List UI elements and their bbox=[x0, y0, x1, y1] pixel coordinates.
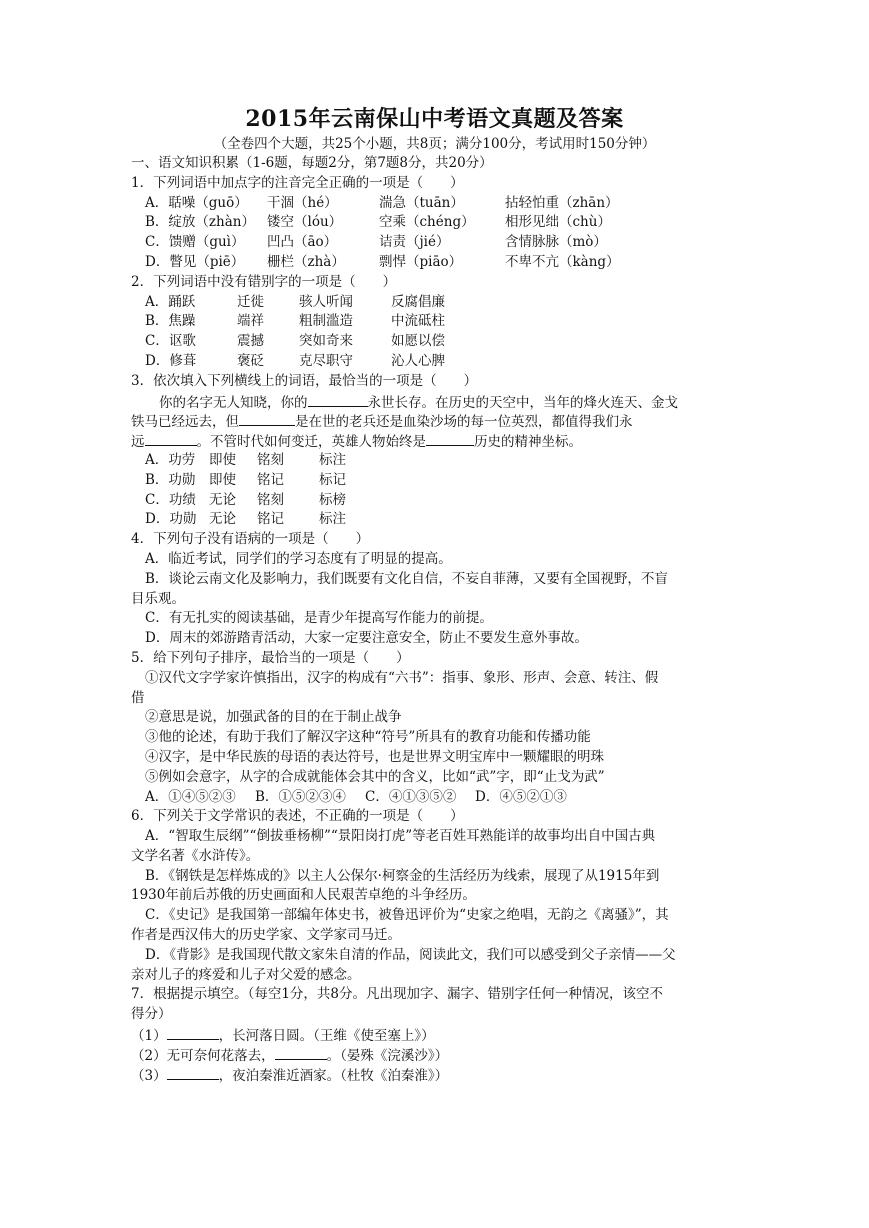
option-item: 空乘（chéng） bbox=[379, 214, 475, 231]
question-4-option-d: D．周末的郊游踏青活动，大家一定要注意安全，防止不要发生意外事故。 bbox=[145, 630, 588, 647]
question-6-option-d: D．《背影》是我国现代散文家朱自清的作品，阅读此文，我们可以感受到父子亲情——父 bbox=[145, 946, 676, 963]
option-item: A．功劳 bbox=[145, 451, 196, 468]
option-item: 含情脉脉（mò） bbox=[505, 234, 607, 251]
question-4-option-c: C．有无扎实的阅读基础，是青少年提高写作能力的前提。 bbox=[145, 610, 493, 627]
option-item: C．讴歌 bbox=[145, 333, 196, 350]
option-item: 沁人心脾 bbox=[391, 352, 445, 369]
question-3-option-c bbox=[131, 491, 741, 511]
question-7-item-2 bbox=[131, 1045, 741, 1065]
question-3-passage-line bbox=[131, 392, 741, 412]
option-item: 标榜 bbox=[319, 491, 346, 508]
question-6-option-b: B．《钢铁是怎样炼成的》以主人公保尔·柯察金的生活经历为线索，展现了从1915年到 bbox=[145, 867, 660, 884]
question-1-option-a bbox=[131, 194, 741, 214]
passage-text: 永世长存。在历史的天空中，当年的烽火连天、金戈 bbox=[367, 394, 678, 411]
option-item: 褒砭 bbox=[237, 352, 264, 369]
passage-text: 是在世的老兵还是血染沙场的每一位英烈，都值得我们永 bbox=[295, 414, 633, 431]
fill-blank-line bbox=[308, 392, 368, 407]
option-item: 迁徙 bbox=[237, 293, 264, 310]
question-1-option-b bbox=[131, 213, 741, 233]
fill-blank-line bbox=[167, 1065, 219, 1080]
question-7-item-1 bbox=[131, 1025, 741, 1045]
option-item: 标注 bbox=[319, 511, 346, 528]
question-3-passage-line bbox=[131, 411, 741, 431]
question-2-option-d bbox=[131, 352, 741, 372]
item-text: （3） bbox=[131, 1067, 167, 1084]
question-5-sentence-4: ④汉字，是中华民族的母语的表达符号，也是世界文明宝库中一颗耀眼的明珠 bbox=[145, 748, 604, 765]
question-3-option-d bbox=[131, 510, 741, 530]
section-heading: 一、语文知识积累（1-6题，每题2分，第7题8分，共20分） bbox=[131, 155, 493, 171]
question-5-sentence-1-cont: 借 bbox=[131, 689, 145, 706]
option-item: B．功勋 bbox=[145, 471, 196, 488]
option-item: 拈轻怕重（zhān） bbox=[505, 194, 619, 211]
item-text: （2）无可奈何花落去， bbox=[131, 1047, 275, 1064]
option-item: C．馈赠（guì） bbox=[145, 234, 245, 251]
option-item: B．绽放（zhàn） bbox=[145, 214, 255, 231]
passage-text: 。不管时代如何变迁，英雄人物始终是 bbox=[196, 434, 426, 451]
question-2-stem: 2．下列词语中没有错别字的一项是（ ） bbox=[131, 273, 397, 290]
question-1-option-d bbox=[131, 253, 741, 273]
question-4-option-b-cont: 目乐观。 bbox=[131, 590, 185, 607]
option-item: A．踊跃 bbox=[145, 293, 196, 310]
option-item: 铭记 bbox=[257, 511, 284, 528]
option-item: 无论 bbox=[209, 511, 236, 528]
option-item: 凹凸（āo） bbox=[267, 234, 338, 251]
question-6-option-a: A．“智取生辰纲”“倒拔垂杨柳”“景阳岗打虎”等老百姓耳熟能详的故事均出自中国古典 bbox=[145, 828, 656, 845]
option-item: 骇人听闻 bbox=[299, 293, 353, 310]
option-item: 干涸（hé） bbox=[267, 194, 338, 211]
passage-text: 远 bbox=[131, 434, 145, 451]
question-4-option-b: B．谈论云南文化及影响力，我们既要有文化自信，不妄自菲薄，又要有全国视野，不盲 bbox=[145, 570, 668, 587]
option-item: 即使 bbox=[209, 451, 236, 468]
question-7-stem: 7．根据提示填空。（每空1分，共8分。凡出现加字、漏字、错别字任何一种情况，该空不 bbox=[131, 986, 664, 1003]
option-item: 端祥 bbox=[237, 313, 264, 330]
option-item: 镂空（lóu） bbox=[267, 214, 343, 231]
option-item: D．瞥见（piē） bbox=[145, 253, 245, 270]
option-item: D．功勋 bbox=[145, 511, 197, 528]
fill-blank-line bbox=[239, 411, 295, 426]
option-item: 诘责（jié） bbox=[379, 234, 450, 251]
option-item: 栅栏（zhà） bbox=[267, 253, 345, 270]
question-7-item-3 bbox=[131, 1065, 741, 1085]
option-item: 不卑不亢（kàng） bbox=[505, 253, 620, 270]
question-6-stem: 6．下列关于文学常识的表述，不正确的一项是（ ） bbox=[131, 808, 464, 825]
option-item: 标记 bbox=[319, 471, 346, 488]
option-item: C．功绩 bbox=[145, 491, 196, 508]
question-5-stem: 5．给下列句子排序，最恰当的一项是（ ） bbox=[131, 649, 410, 666]
item-text: （1） bbox=[131, 1028, 167, 1045]
item-text: 。（晏殊《浣溪沙》） bbox=[326, 1047, 449, 1064]
question-3-option-b bbox=[131, 471, 741, 491]
fill-blank-line bbox=[426, 431, 474, 446]
question-6-option-c: C．《史记》是我国第一部编年体史书，被鲁迅评价为“史家之绝唱，无韵之《离骚》”，其 bbox=[145, 907, 669, 924]
question-3-stem: 3．依次填入下列横线上的词语，最恰当的一项是（ ） bbox=[131, 372, 478, 389]
question-5-sentence-3: ③他的论述，有助于我们了解汉字这种“符号”所具有的教育功能和传播功能 bbox=[145, 729, 591, 746]
question-2-option-c bbox=[131, 332, 741, 352]
question-1-option-c bbox=[131, 233, 741, 253]
question-3-passage-line bbox=[131, 431, 741, 451]
question-6-option-b-cont: 1930年前后苏俄的历史画面和人民艰苦卓绝的斗争经历。 bbox=[131, 887, 476, 904]
passage-text: 铁马已经远去，但 bbox=[131, 414, 239, 431]
question-1-stem: 1．下列词语中加点字的注音完全正确的一项是（ ） bbox=[131, 174, 464, 191]
question-2-option-a bbox=[131, 293, 741, 313]
option-item: 如愿以偿 bbox=[391, 333, 445, 350]
document-body bbox=[131, 154, 741, 1084]
question-5-sentence-5: ⑤例如会意字，从字的合成就能体会其中的含义，比如“武”字，即“止戈为武” bbox=[145, 768, 605, 785]
option-item: 湍急（tuān） bbox=[379, 194, 464, 211]
option-item: 相形见绌（chù） bbox=[505, 214, 611, 231]
question-3-option-a bbox=[131, 451, 741, 471]
page-title: 2015年云南保山中考语文真题及答案 bbox=[245, 106, 624, 132]
question-5-sentence-1: ①汉代文字学家许慎指出，汉字的构成有“六书”：指事、象形、形声、会意、转注、假 bbox=[145, 669, 659, 686]
option-item: 铭刻 bbox=[257, 491, 284, 508]
question-4-option-a: A．临近考试，同学们的学习态度有了明显的提高。 bbox=[145, 550, 452, 567]
passage-text: 历史的精神坐标。 bbox=[474, 434, 582, 451]
option-item: 标注 bbox=[319, 451, 346, 468]
option-item: 铭刻 bbox=[257, 451, 284, 468]
option-item: B．焦躁 bbox=[145, 313, 196, 330]
option-item: 突如奇来 bbox=[299, 333, 353, 350]
option-item: 铭记 bbox=[257, 471, 284, 488]
option-item: D．修葺 bbox=[145, 352, 197, 369]
option-item: D．④⑤②①③ bbox=[475, 788, 567, 805]
item-text: ，长河落日圆。（王维《使至塞上》） bbox=[218, 1028, 435, 1045]
question-5-options bbox=[131, 788, 741, 808]
question-6-option-d-cont: 亲对儿子的疼爱和儿子对父爱的感念。 bbox=[131, 966, 361, 983]
passage-text: 你的名字无人知晓，你的 bbox=[159, 394, 308, 411]
fill-blank-line bbox=[167, 1025, 219, 1040]
question-7-stem-cont: 得分） bbox=[131, 1006, 172, 1023]
option-item: A．聒噪（guō） bbox=[145, 194, 248, 211]
question-2-option-b bbox=[131, 312, 741, 332]
exam-info: （全卷四个大题，共25个小题，共8页；满分100分，考试用时150分钟） bbox=[213, 136, 656, 152]
option-item: C．④①③⑤② bbox=[365, 788, 457, 805]
option-item: 震撼 bbox=[237, 333, 264, 350]
option-item: 反腐倡廉 bbox=[391, 293, 445, 310]
question-5-sentence-2: ②意思是说，加强武备的目的在于制止战争 bbox=[145, 709, 402, 726]
option-item: 即使 bbox=[209, 471, 236, 488]
question-6-option-c-cont: 作者是西汉伟大的历史学家、文学家司马迁。 bbox=[131, 927, 401, 944]
item-text: ，夜泊秦淮近酒家。（杜牧《泊秦淮》） bbox=[218, 1067, 449, 1084]
option-item: 克尽职守 bbox=[299, 352, 353, 369]
option-item: A．①④⑤②③ bbox=[145, 788, 236, 805]
option-item: 剽悍（piāo） bbox=[379, 253, 463, 270]
fill-blank-line bbox=[145, 431, 197, 446]
question-4-stem: 4．下列句子没有语病的一项是（ ） bbox=[131, 531, 370, 548]
option-item: 中流砥柱 bbox=[391, 313, 445, 330]
fill-blank-line bbox=[275, 1045, 327, 1060]
option-item: 粗制滥造 bbox=[299, 313, 353, 330]
option-item: B．①⑤②③④ bbox=[255, 788, 346, 805]
question-6-option-a-cont: 文学名著《水浒传》。 bbox=[131, 847, 260, 864]
option-item: 无论 bbox=[209, 491, 236, 508]
